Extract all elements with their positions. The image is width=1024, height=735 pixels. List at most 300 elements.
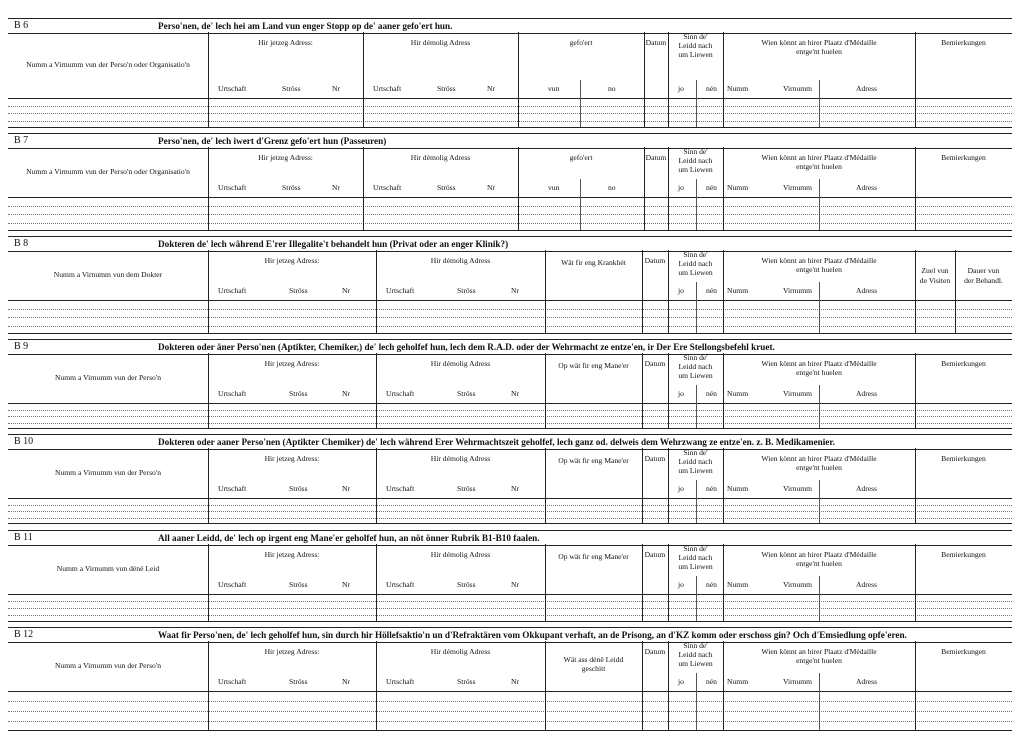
column-divider	[545, 353, 546, 429]
medal-header-1: Wien könnt an hirer Plaatz d'Médaille	[761, 153, 877, 162]
section-header	[8, 353, 1012, 404]
place-label: Urtschaft	[218, 580, 247, 589]
column-divider	[668, 544, 669, 622]
current-address-header: Hir jetzeg Adress:	[264, 454, 320, 463]
column-divider	[723, 250, 724, 334]
column-divider	[545, 641, 546, 731]
column-divider	[955, 250, 956, 334]
column-divider	[642, 641, 643, 731]
place-label: Urtschaft	[218, 286, 247, 295]
no-label: nén	[706, 484, 717, 493]
column-divider	[915, 32, 916, 128]
row-guide	[8, 326, 1012, 327]
manner-header: Op wät fir eng Mane'er	[558, 456, 629, 465]
section-title: Dokteren oder äner Perso'nen (Aptikter, Chemiker,) de' lech geholfef hun, lech dem R.A.D. oder der Wehrmacht ze entze'en, ir Der Ere Stellongsbefehl kruet.	[158, 342, 775, 352]
current-address-header: Hir jetzeg Adress:	[264, 550, 320, 559]
former-address-header: Hir démolig Adress	[410, 38, 471, 47]
column-divider	[642, 448, 643, 524]
column-divider	[723, 353, 724, 429]
medal-address-label: Adress	[856, 484, 878, 493]
section-rows[interactable]	[8, 691, 1012, 731]
row-guide	[8, 615, 1012, 616]
alive-header-2: Leidd nach	[678, 362, 713, 371]
place-label: Urtschaft	[386, 580, 415, 589]
from-label: vun	[548, 183, 560, 192]
column-divider	[696, 576, 697, 594]
street-label: Ströss	[289, 580, 308, 589]
column-divider	[363, 147, 364, 231]
number-label: Nr	[342, 677, 351, 686]
yes-label: jo	[678, 183, 684, 192]
street-label: Ströss	[437, 183, 456, 192]
row-guide	[8, 206, 1012, 207]
section-rows[interactable]	[8, 98, 1012, 128]
no-label: nén	[706, 677, 717, 686]
section-bottom-line	[8, 333, 1012, 334]
first-column-header: Numm a Virnumm vun der Perso'n oder Organisatio'n	[26, 167, 190, 176]
column-divider	[668, 641, 669, 731]
what-happened-header-2: geschitt	[581, 664, 606, 673]
medal-firstname-label: Virnumm	[783, 286, 813, 295]
section-bottom-line	[8, 428, 1012, 429]
column-divider	[723, 448, 724, 524]
number-label: Nr	[511, 389, 520, 398]
column-divider	[696, 480, 697, 498]
medal-name-label: Numm	[727, 183, 749, 192]
street-label: Ströss	[457, 484, 476, 493]
medal-firstname-label: Virnumm	[783, 183, 813, 192]
column-divider	[696, 498, 697, 524]
form-section-b11	[8, 530, 1012, 622]
row-guide	[8, 214, 1012, 215]
medal-name-label: Numm	[727, 389, 749, 398]
date-header: Datum	[644, 550, 666, 559]
column-divider	[915, 544, 916, 622]
section-bottom-line	[8, 127, 1012, 128]
row-guide	[8, 608, 1012, 609]
remarks-header: Bemierkungen	[941, 454, 986, 463]
medal-firstname-label: Virnumm	[783, 84, 813, 93]
medal-address-label: Adress	[856, 677, 878, 686]
alive-header-2: Leidd nach	[678, 41, 713, 50]
date-header: Datum	[644, 359, 666, 368]
place-label: Urtschaft	[386, 484, 415, 493]
column-divider	[208, 353, 209, 429]
place-label: Urtschaft	[386, 389, 415, 398]
place-label: Urtschaft	[218, 183, 247, 192]
column-divider	[819, 80, 820, 98]
street-label: Ströss	[457, 580, 476, 589]
section-code: B 11	[14, 532, 33, 543]
number-label: Nr	[511, 484, 520, 493]
column-divider	[580, 98, 581, 128]
yes-label: jo	[678, 677, 684, 686]
form-section-b9	[8, 339, 1012, 429]
former-address-header: Hir démolig Adress	[430, 359, 491, 368]
alive-header-3: um Liewen	[678, 268, 713, 277]
alive-header-3: um Liewen	[678, 466, 713, 475]
column-divider	[696, 282, 697, 300]
column-divider	[668, 448, 669, 524]
street-label: Ströss	[282, 183, 301, 192]
column-divider	[819, 98, 820, 128]
row-guide	[8, 423, 1012, 424]
column-divider	[819, 179, 820, 197]
column-divider	[696, 403, 697, 429]
no-label: nén	[706, 84, 717, 93]
section-header	[8, 641, 1012, 692]
column-divider	[668, 250, 669, 334]
section-title: Dokteren de' lech während E'rer Illegalite't behandelt hun (Privat oder an enger Klinik?)	[158, 239, 509, 249]
street-label: Ströss	[289, 484, 308, 493]
column-divider	[819, 403, 820, 429]
column-divider	[668, 32, 669, 128]
medal-address-label: Adress	[856, 84, 878, 93]
column-divider	[376, 448, 377, 524]
former-address-header: Hir démolig Adress	[430, 647, 491, 656]
former-address-header: Hir démolig Adress	[410, 153, 471, 162]
column-divider	[376, 353, 377, 429]
street-label: Ströss	[289, 389, 308, 398]
column-divider	[208, 250, 209, 334]
row-guide	[8, 223, 1012, 224]
section-code: B 6	[14, 20, 29, 31]
column-divider	[819, 594, 820, 622]
column-divider	[696, 691, 697, 731]
row-guide	[8, 121, 1012, 122]
place-label: Urtschaft	[218, 484, 247, 493]
number-label: Nr	[511, 286, 520, 295]
number-label: Nr	[342, 389, 351, 398]
medal-address-label: Adress	[856, 183, 878, 192]
column-divider	[363, 32, 364, 128]
section-bottom-line	[8, 730, 1012, 731]
section-bottom-line	[8, 230, 1012, 231]
column-divider	[580, 179, 581, 197]
place-label: Urtschaft	[386, 286, 415, 295]
current-address-header: Hir jetzeg Adress:	[264, 647, 320, 656]
alive-header-1: Sinn de'	[683, 448, 708, 457]
medal-name-label: Numm	[727, 677, 749, 686]
illness-header: Wät fir eng Krankhét	[561, 258, 626, 267]
alive-header-3: um Liewen	[678, 659, 713, 668]
visits-header-1: Zuel vun	[921, 266, 949, 275]
duration-header-1: Dauer vun	[967, 266, 1000, 275]
column-divider	[696, 197, 697, 231]
column-divider	[915, 147, 916, 231]
street-label: Ströss	[457, 677, 476, 686]
first-column-header: Numm a Virnumm vun der Perso'n	[54, 468, 162, 477]
alive-header-3: um Liewen	[678, 562, 713, 571]
row-guide	[8, 410, 1012, 411]
form-section-b7	[8, 133, 1012, 231]
alive-header-1: Sinn de'	[683, 147, 708, 156]
no-label: nén	[706, 389, 717, 398]
alive-header-2: Leidd nach	[678, 156, 713, 165]
section-title: Perso'nen, de' lech hei am Land vun enger Stopp op de' aaner gefo'ert hun.	[158, 21, 453, 31]
current-address-header: Hir jetzeg Adress:	[264, 359, 320, 368]
place-label: Urtschaft	[218, 677, 247, 686]
to-label: no	[608, 84, 616, 93]
number-label: Nr	[511, 677, 520, 686]
section-title: All aaner Leidd, de' lech op irgent eng Mane'er geholfef hun, an nöt önner Rubrik B1-B10 faalen.	[158, 533, 540, 543]
duration-header-2: der Behandl.	[964, 276, 1003, 285]
column-divider	[915, 353, 916, 429]
row-guide	[8, 113, 1012, 114]
column-divider	[819, 385, 820, 403]
alive-header-1: Sinn de'	[683, 250, 708, 259]
alive-header-2: Leidd nach	[678, 553, 713, 562]
section-header	[8, 448, 1012, 499]
place-label: Urtschaft	[373, 84, 402, 93]
column-divider	[723, 544, 724, 622]
row-guide	[8, 721, 1012, 722]
number-label: Nr	[342, 484, 351, 493]
medal-header-2: entge'nt huelen	[796, 47, 842, 56]
first-column-header: Numm a Virnumm vun dem Dokter	[53, 270, 163, 279]
alive-header-2: Leidd nach	[678, 259, 713, 268]
place-label: Urtschaft	[386, 677, 415, 686]
section-code: B 7	[14, 135, 29, 146]
alive-header-1: Sinn de'	[683, 641, 708, 650]
section-header	[8, 147, 1012, 198]
current-address-header: Hir jetzeg Adress:	[258, 153, 313, 162]
medal-firstname-label: Virnumm	[783, 677, 813, 686]
column-divider	[642, 353, 643, 429]
number-label: Nr	[342, 580, 351, 589]
row-guide	[8, 518, 1012, 519]
column-divider	[696, 385, 697, 403]
medal-firstname-label: Virnumm	[783, 580, 813, 589]
column-divider	[668, 147, 669, 231]
section-bottom-line	[8, 621, 1012, 622]
led-header: gefo'ert	[569, 38, 593, 47]
alive-header-3: um Liewen	[678, 165, 713, 174]
section-code: B 9	[14, 341, 29, 352]
alive-header-1: Sinn de'	[683, 353, 708, 362]
number-label: Nr	[511, 580, 520, 589]
column-divider	[819, 498, 820, 524]
form-section-b12	[8, 627, 1012, 731]
form-section-b10	[8, 434, 1012, 524]
medal-name-label: Numm	[727, 84, 749, 93]
row-guide	[8, 505, 1012, 506]
medal-firstname-label: Virnumm	[783, 484, 813, 493]
column-divider	[819, 673, 820, 691]
alive-header-3: um Liewen	[678, 371, 713, 380]
place-label: Urtschaft	[218, 84, 247, 93]
section-header	[8, 544, 1012, 595]
column-divider	[819, 300, 820, 334]
column-divider	[208, 448, 209, 524]
first-column-header: Numm a Virnumm vun dénë Leid	[56, 564, 160, 573]
section-code: B 8	[14, 238, 29, 249]
medal-header-1: Wien könnt an hirer Plaatz d'Médaille	[761, 647, 877, 656]
date-header: Datum	[644, 256, 666, 265]
section-rows[interactable]	[8, 594, 1012, 622]
place-label: Urtschaft	[373, 183, 402, 192]
medal-header-2: entge'nt huelen	[796, 463, 842, 472]
remarks-header: Bemierkungen	[941, 38, 986, 47]
medal-header-1: Wien könnt an hirer Plaatz d'Médaille	[761, 454, 877, 463]
yes-label: jo	[678, 389, 684, 398]
section-rows[interactable]	[8, 300, 1012, 334]
street-label: Ströss	[457, 286, 476, 295]
column-divider	[545, 250, 546, 334]
column-divider	[545, 544, 546, 622]
section-rows[interactable]	[8, 498, 1012, 524]
street-label: Ströss	[437, 84, 456, 93]
no-label: nén	[706, 183, 717, 192]
section-rows[interactable]	[8, 197, 1012, 231]
section-code: B 10	[14, 436, 34, 447]
section-code: B 12	[14, 629, 34, 640]
date-header: Datum	[645, 38, 667, 47]
date-header: Datum	[645, 153, 667, 162]
section-title: Dokteren oder aaner Perso'nen (Aptikter Chemiker) de' lech während Erer Wehrmachtszeit geholfef, lech ganz od. delweis dem Wehrzwang ze entze'en. z. B. Medikamenier.	[158, 437, 835, 447]
former-address-header: Hir démolig Adress	[430, 256, 491, 265]
medal-name-label: Numm	[727, 580, 749, 589]
alive-header-1: Sinn de'	[683, 544, 708, 553]
row-guide	[8, 601, 1012, 602]
medal-address-label: Adress	[856, 580, 878, 589]
yes-label: jo	[678, 84, 684, 93]
column-divider	[696, 80, 697, 98]
column-divider	[723, 147, 724, 231]
number-label: Nr	[487, 84, 496, 93]
column-divider	[696, 300, 697, 334]
row-guide	[8, 701, 1012, 702]
column-divider	[208, 147, 209, 231]
column-divider	[696, 673, 697, 691]
medal-header-2: entge'nt huelen	[796, 162, 842, 171]
column-divider	[642, 250, 643, 334]
former-address-header: Hir démolig Adress	[430, 454, 491, 463]
column-divider	[723, 641, 724, 731]
column-divider	[376, 641, 377, 731]
column-divider	[518, 32, 519, 128]
alive-header-1: Sinn de'	[683, 32, 708, 41]
column-divider	[819, 282, 820, 300]
number-label: Nr	[332, 84, 341, 93]
what-happened-header: Wät ass dénë Leidd	[563, 655, 624, 664]
yes-label: jo	[678, 580, 684, 589]
medal-address-label: Adress	[856, 389, 878, 398]
form-section-b6	[8, 18, 1012, 128]
section-header	[8, 250, 1012, 301]
date-header: Datum	[644, 454, 666, 463]
led-header: gefo'ert	[569, 153, 593, 162]
from-label: vun	[548, 84, 560, 93]
column-divider	[208, 641, 209, 731]
row-guide	[8, 106, 1012, 107]
medal-address-label: Adress	[856, 286, 878, 295]
column-divider	[545, 448, 546, 524]
section-rows[interactable]	[8, 403, 1012, 429]
street-label: Ströss	[457, 389, 476, 398]
street-label: Ströss	[289, 286, 308, 295]
remarks-header: Bemierkungen	[941, 647, 986, 656]
first-column-header: Numm a Virnumm vun der Perso'n	[54, 661, 162, 670]
medal-header-2: entge'nt huelen	[796, 559, 842, 568]
column-divider	[208, 544, 209, 622]
manner-header: Op wät fir eng Mane'er	[558, 552, 629, 561]
visits-header-2: de Visiten	[919, 276, 951, 285]
column-divider	[915, 641, 916, 731]
section-bottom-line	[8, 523, 1012, 524]
column-divider	[580, 80, 581, 98]
current-address-header: Hir jetzeg Adress:	[264, 256, 320, 265]
medal-header-1: Wien könnt an hirer Plaatz d'Médaille	[761, 38, 877, 47]
column-divider	[642, 544, 643, 622]
column-divider	[518, 147, 519, 231]
number-label: Nr	[487, 183, 496, 192]
street-label: Ströss	[289, 677, 308, 686]
medal-name-label: Numm	[727, 286, 749, 295]
medal-header-1: Wien könnt an hirer Plaatz d'Médaille	[761, 256, 877, 265]
alive-header-3: um Liewen	[678, 50, 713, 59]
section-title: Waat fir Perso'nen, de' lech geholfef hun, sin durch hir Höllefsaktio'n un d'Refraktären vom Okkupant verhaft, an de Prisong, an d'KZ komm oder erschoss gin? Och d'Emsiedlung opfe'eren.	[158, 630, 907, 640]
medal-header-2: entge'nt huelen	[796, 656, 842, 665]
row-guide	[8, 511, 1012, 512]
column-divider	[819, 480, 820, 498]
column-divider	[668, 353, 669, 429]
form-section-b8	[8, 236, 1012, 334]
current-address-header: Hir jetzeg Adress:	[258, 38, 313, 47]
column-divider	[696, 594, 697, 622]
column-divider	[819, 197, 820, 231]
alive-header-2: Leidd nach	[678, 457, 713, 466]
alive-header-2: Leidd nach	[678, 650, 713, 659]
row-guide	[8, 416, 1012, 417]
medal-header-1: Wien könnt an hirer Plaatz d'Médaille	[761, 550, 877, 559]
column-divider	[819, 691, 820, 731]
column-divider	[644, 32, 645, 128]
column-divider	[915, 250, 916, 334]
remarks-header: Bemierkungen	[941, 359, 986, 368]
column-divider	[376, 250, 377, 334]
medal-header-2: entge'nt huelen	[796, 368, 842, 377]
column-divider	[723, 32, 724, 128]
street-label: Ströss	[282, 84, 301, 93]
column-divider	[915, 448, 916, 524]
no-label: nén	[706, 286, 717, 295]
place-label: Urtschaft	[218, 389, 247, 398]
column-divider	[580, 197, 581, 231]
remarks-header: Bemierkungen	[941, 550, 986, 559]
number-label: Nr	[342, 286, 351, 295]
row-guide	[8, 711, 1012, 712]
medal-header-1: Wien könnt an hirer Plaatz d'Médaille	[761, 359, 877, 368]
number-label: Nr	[332, 183, 341, 192]
column-divider	[696, 98, 697, 128]
medal-firstname-label: Virnumm	[783, 389, 813, 398]
yes-label: jo	[678, 286, 684, 295]
first-column-header: Numm a Virnumm vun der Perso'n oder Organisatio'n	[26, 60, 190, 69]
medal-name-label: Numm	[727, 484, 749, 493]
date-header: Datum	[644, 647, 666, 656]
remarks-header: Bemierkungen	[941, 153, 986, 162]
row-guide	[8, 309, 1012, 310]
no-label: nén	[706, 580, 717, 589]
section-title: Perso'nen, de' lech iwert d'Grenz gefo'ert hun (Passeuren)	[158, 136, 387, 146]
yes-label: jo	[678, 484, 684, 493]
medal-header-2: entge'nt huelen	[796, 265, 842, 274]
to-label: no	[608, 183, 616, 192]
section-header	[8, 32, 1012, 99]
column-divider	[696, 179, 697, 197]
row-guide	[8, 317, 1012, 318]
